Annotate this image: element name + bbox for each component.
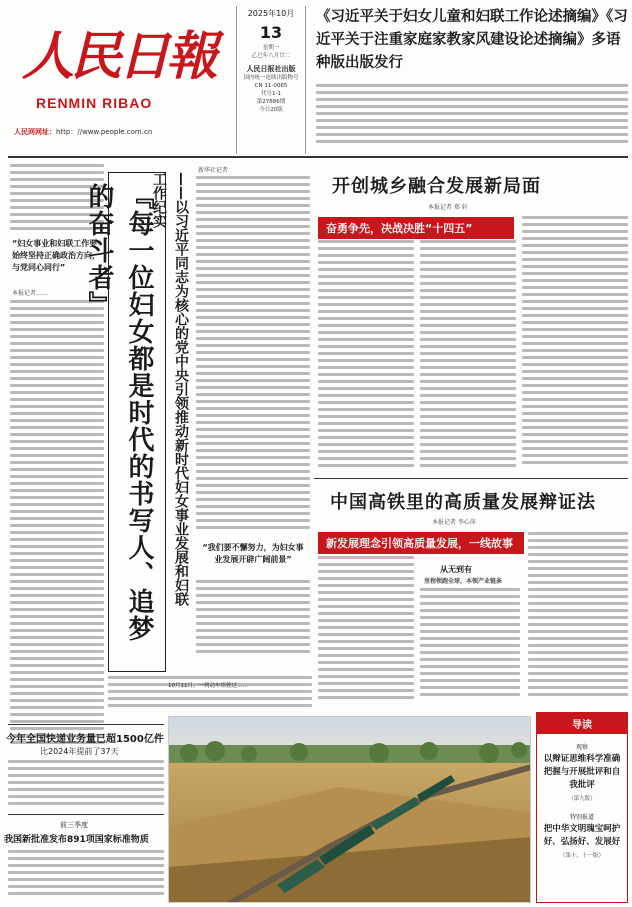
story-divider <box>314 478 628 479</box>
issue-cn-no: CN 11-0065 <box>254 83 288 89</box>
issue-weekday: 星期一 <box>262 45 280 51</box>
lead-body <box>316 84 628 150</box>
issue-info-box <box>236 6 306 154</box>
story1-text-col2 <box>420 240 516 472</box>
guide-column-1: 观察 <box>575 744 588 751</box>
story2-byline: 本报记者 李心萍 <box>432 519 476 526</box>
left-column-quote: “妇女事业和妇联工作要始终坚持正确政治方向，与党同心同行” <box>12 239 100 272</box>
story1-byline: 本报记者 郑 轩 <box>428 204 468 211</box>
feature-column-text <box>196 176 310 536</box>
brief1-headline[interactable]: 今年全国快递业务量已超1500亿件 <box>6 734 164 745</box>
feature-byline: 新华社记者 <box>198 167 229 174</box>
story1-text-col3 <box>522 216 628 472</box>
masthead-pinyin: RENMIN RIBAO <box>36 95 153 111</box>
guide-header: 导读 <box>537 713 627 734</box>
story1-headline[interactable]: 开创城乡融合发展新局面 <box>332 176 541 197</box>
photo-caption <box>168 672 312 712</box>
story2-text-col3 <box>528 532 628 704</box>
issue-cn: 国内统一连续出版物号 <box>243 75 299 81</box>
story2-subhead: 从无到有 <box>440 565 472 574</box>
front-page-photo[interactable] <box>168 716 531 903</box>
guide-item-2[interactable]: 把中华文明瑰宝呵护好、弘扬好、发展好 <box>543 824 621 847</box>
feature-subtitle: ——以习近平同志为核心的党中央引领推动新时代妇女事业发展和妇联工作纪实 <box>151 172 189 606</box>
url-link[interactable]: http：//www.people.com.cn <box>56 128 153 136</box>
story2-subhead2: 里程领跑全球，本领产业链条 <box>424 578 503 585</box>
brief-rule-2 <box>8 814 164 815</box>
guide-page-1: （第九版） <box>568 796 596 802</box>
story1-banner: 奋勇争先，决战决胜“十四五” <box>318 217 514 239</box>
issue-lunar: 乙巳年八月廿二 <box>251 53 291 59</box>
brief2-text <box>8 850 164 902</box>
story2-text-col2 <box>420 588 520 704</box>
guide-item-1[interactable]: 以辩证思维科学准确把握与开展批评和自我批评 <box>543 754 621 790</box>
guide-page-2: （第十、十一版） <box>559 853 604 859</box>
photo-caption-text: 10月11日，一列动车组驶过…… <box>168 683 248 689</box>
issue-code: 代号1-1 <box>261 91 281 97</box>
issue-day: 13 <box>259 23 283 42</box>
url-prefix: 人民网网址： <box>14 128 56 136</box>
left-column-text-body <box>10 300 104 750</box>
story2-text-col1 <box>318 556 414 704</box>
feature-headline[interactable]: 『每一位妇女都是时代的书写人、追梦的奋斗者』 <box>108 172 166 672</box>
brief2-headline[interactable]: 我国新批准发布891项国家标准物质 <box>4 835 149 845</box>
guide-box <box>536 712 628 903</box>
issue-number: 第27886期 <box>256 99 286 105</box>
masthead-url <box>14 127 152 137</box>
issue-publisher: 人民日报社出版 <box>246 65 296 73</box>
issue-pages: 今日20版 <box>259 107 283 113</box>
brief2-kicker: 前三季度 <box>60 821 88 829</box>
story2-headline[interactable]: 中国高铁里的高质量发展辩证法 <box>330 492 596 513</box>
masthead-title: 人民日報 <box>22 26 215 87</box>
brief-rule <box>8 724 164 725</box>
lead-headline[interactable]: 《习近平关于妇女儿童和妇联工作论述摘编》《习近平关于注重家庭家教家风建设论述摘编》多语种版出版发行 <box>316 9 628 71</box>
train-photo-illustration <box>169 717 531 903</box>
feature-subhead: “我们要不懈努力，为妇女事业发展开辟广阔前景” <box>202 543 304 564</box>
left-column-byline: 本报记者…… <box>12 290 49 297</box>
story2-banner: 新发展理念引领高质量发展，一线故事 <box>318 532 524 554</box>
brief1-subheadline: 比2024年提前了37天 <box>40 747 119 756</box>
guide-column-2: 特别报道 <box>569 814 594 821</box>
story1-text-col1 <box>318 240 414 472</box>
feature-column-text-lower <box>196 580 310 660</box>
brief1-text <box>8 760 164 810</box>
issue-year-month: 2025年10月 <box>247 9 295 18</box>
masthead-rule <box>8 156 628 158</box>
